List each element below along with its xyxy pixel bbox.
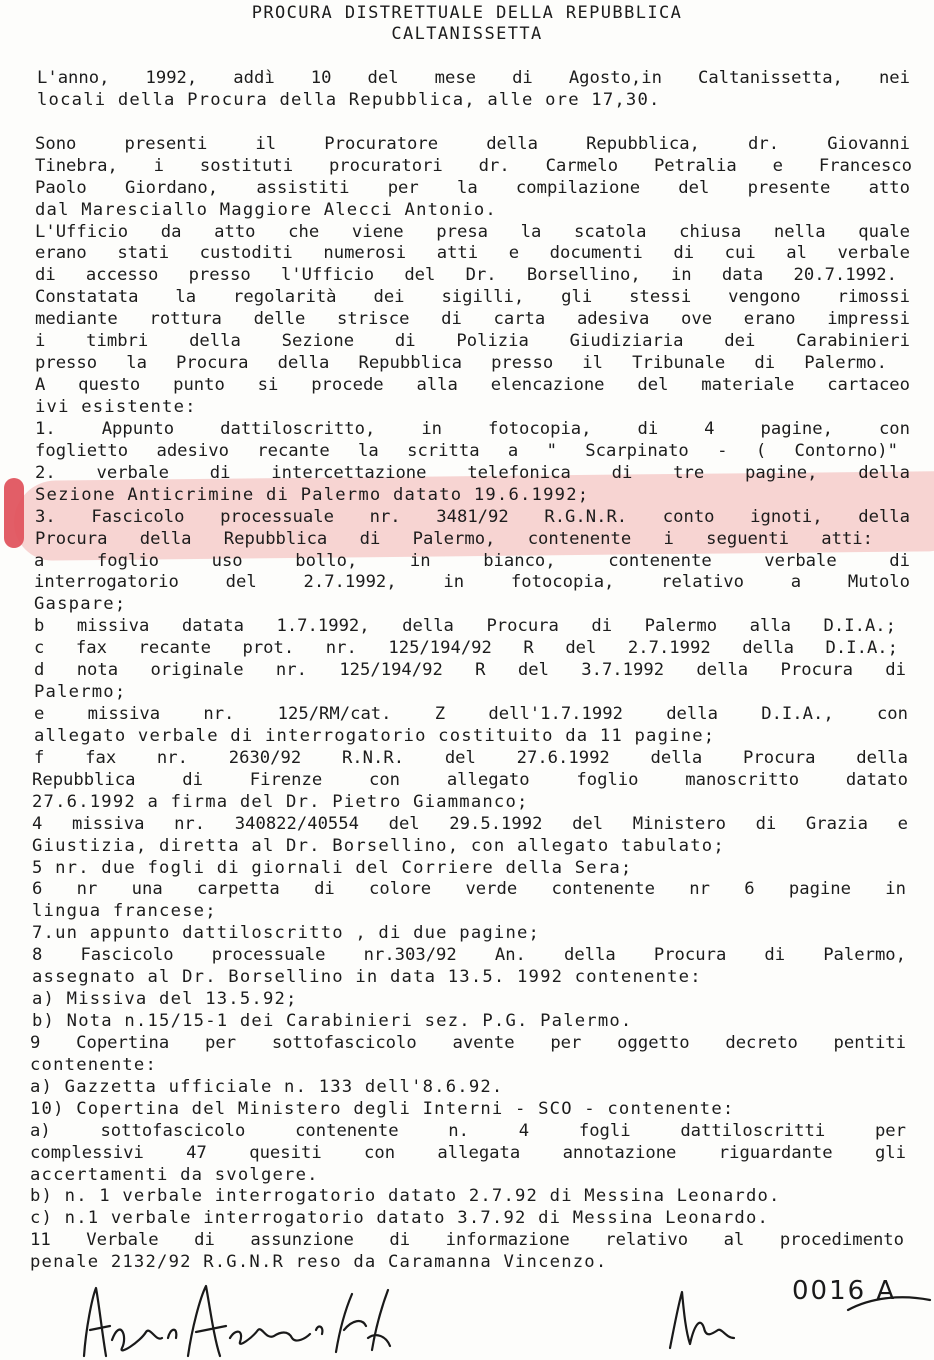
text-line: erano stati custoditi numerosi atti e documenti di cui al verbale xyxy=(35,243,910,264)
text-line: a) Missiva del 13.5.92; xyxy=(32,989,298,1010)
text-line: b missiva datata 1.7.1992, della Procura di Palermo alla D.I.A.; xyxy=(34,616,896,637)
text-line: 11 Verbale di assunzione di informazione relativo al procedimento xyxy=(30,1230,904,1251)
text-line: Paolo Giordano, assistiti per la compilazione del presente atto xyxy=(35,177,910,198)
text-line: f fax nr. 2630/92 R.N.R. del 27.6.1992 della Procura della xyxy=(34,747,908,768)
text-line: c) n.1 verbale interrogatorio datato 3.7.92 di Messina Leonardo. xyxy=(30,1208,770,1229)
text-line: a) Gazzetta ufficiale n. 133 dell'8.6.92. xyxy=(30,1076,504,1097)
text-line: ivi esistente: xyxy=(35,396,197,417)
text-line: presso la Procura della Repubblica presso il Tribunale di Palermo. xyxy=(35,353,887,374)
text-line: d nota originale nr. 125/194/92 R del 3.7.1992 della Procura di xyxy=(34,660,906,681)
text-line: mediante rottura delle strisce di carta adesiva ove erano impressi xyxy=(35,309,910,330)
header-title: PROCURA DISTRETTUALE DELLA REPUBBLICA xyxy=(251,3,683,23)
text-line: 7.un appunto dattiloscritto , di due pagine; xyxy=(32,923,541,944)
text-line: locali della Procura della Repubblica, alle ore 17,30. xyxy=(37,89,661,110)
signature-initials xyxy=(336,1290,390,1352)
text-line: b) Nota n.15/15-1 dei Carabinieri sez. P.G. Palermo. xyxy=(32,1011,633,1031)
text-line: assegnato al Dr. Borsellino in data 13.5. 1992 contenente: xyxy=(32,967,702,988)
page-stamp: 0016 A xyxy=(792,1276,897,1306)
text-line: Constatata la regolarità dei sigilli, gli stessi vengono rimossi xyxy=(35,287,910,308)
text-line: dal Maresciallo Maggiore Alecci Antonio. xyxy=(35,199,497,220)
text-line: accertamenti da svolgere. xyxy=(30,1164,319,1185)
text-line: Repubblica di Firenze con allegato foglio manoscritto datato xyxy=(32,769,908,790)
text-line: Tinebra, i sostituti procuratori dr. Carmelo Petralia e Francesco xyxy=(35,155,912,176)
text-line: A questo punto si procede alla elencazione del materiale cartaceo xyxy=(35,375,910,395)
text-line: i timbri della Sezione di Polizia Giudiziaria dei Carabinieri xyxy=(35,331,910,352)
text-line: di accesso presso l'Ufficio del Dr. Borsellino, in data 20.7.1992. xyxy=(35,265,897,286)
text-line: 9 Copertina per sottofascicolo avente per oggetto decreto pentiti xyxy=(30,1032,906,1053)
text-line: contenente: xyxy=(30,1054,158,1075)
text-line: b) n. 1 verbale interrogatorio datato 2.7.92 di Messina Leonardo. xyxy=(30,1186,781,1207)
text-line: 1. Appunto dattiloscritto, in fotocopia, di 4 pagine, con xyxy=(35,418,910,439)
document-header xyxy=(0,3,934,45)
text-line: Giustizia, diretta al Dr. Borsellino, con allegato tabulato; xyxy=(32,835,725,856)
text-line: L'anno, 1992, addì 10 del mese di Agosto,in Caltanissetta, nei xyxy=(37,68,910,88)
header-city: CALTANISSETTA xyxy=(391,24,543,44)
text-line: 10) Copertina del Ministero degli Interni - SCO - contenente: xyxy=(30,1098,735,1119)
text-line: Sezione Anticrimine di Palermo datato 19.6.1992; xyxy=(35,484,590,505)
signature-alecci xyxy=(84,1288,176,1356)
signature-antonio xyxy=(188,1286,322,1356)
text-line: c fax recante prot. nr. 125/194/92 R del 2.7.1992 della D.I.A.; xyxy=(34,638,898,659)
text-line: 2. verbale di intercettazione telefonica di tre pagine, della xyxy=(35,462,910,483)
text-line: Sono presenti il Procuratore della Repubblica, dr. Giovanni xyxy=(35,133,910,154)
text-line: Procura della Repubblica di Palermo, contenente i seguenti atti: xyxy=(35,528,873,549)
text-line: 27.6.1992 a firma del Dr. Pietro Giammanco; xyxy=(32,791,529,812)
text-line: Palermo; xyxy=(34,682,127,702)
text-line: e missiva nr. 125/RM/cat. Z dell'1.7.1992 della D.I.A., con xyxy=(34,704,908,724)
text-line: 8 Fascicolo processuale nr.303/92 An. della Procura di Palermo, xyxy=(32,945,906,966)
text-line: lingua francese; xyxy=(32,901,217,922)
margin-marker xyxy=(4,478,24,548)
text-line: Gaspare; xyxy=(34,594,127,615)
text-line: 6 nr una carpetta di colore verde contenente nr 6 pagine in xyxy=(32,879,906,900)
signature-right xyxy=(670,1292,734,1348)
text-line: a foglio uso bollo, in bianco, contenente verbale di xyxy=(34,550,910,571)
text-line: interrogatorio del 2.7.1992, in fotocopia, relativo a Mutolo xyxy=(34,572,910,593)
text-line: 5 nr. due fogli di giornali del Corriere della Sera; xyxy=(32,857,633,878)
text-line: L'Ufficio da atto che viene presa la scatola chiusa nella quale xyxy=(35,221,910,242)
text-line: a) sottofascicolo contenente n. 4 fogli dattiloscritti per xyxy=(30,1120,906,1141)
text-line: complessivi 47 quesiti con allegata annotazione riguardante gli xyxy=(30,1142,906,1163)
text-line: foglietto adesivo recante la scritta a " Scarpinato - ( Contorno)" xyxy=(35,440,898,461)
text-line: penale 2132/92 R.G.N.R reso da Caramanna Vincenzo. xyxy=(30,1252,608,1273)
text-line: allegato verbale di interrogatorio costituito da 11 pagine; xyxy=(34,725,716,746)
text-line: 4 missiva nr. 340822/40554 del 29.5.1992 del Ministero di Grazia e xyxy=(32,813,908,834)
text-line: 3. Fascicolo processuale nr. 3481/92 R.G.N.R. conto ignoti, della xyxy=(35,506,910,527)
